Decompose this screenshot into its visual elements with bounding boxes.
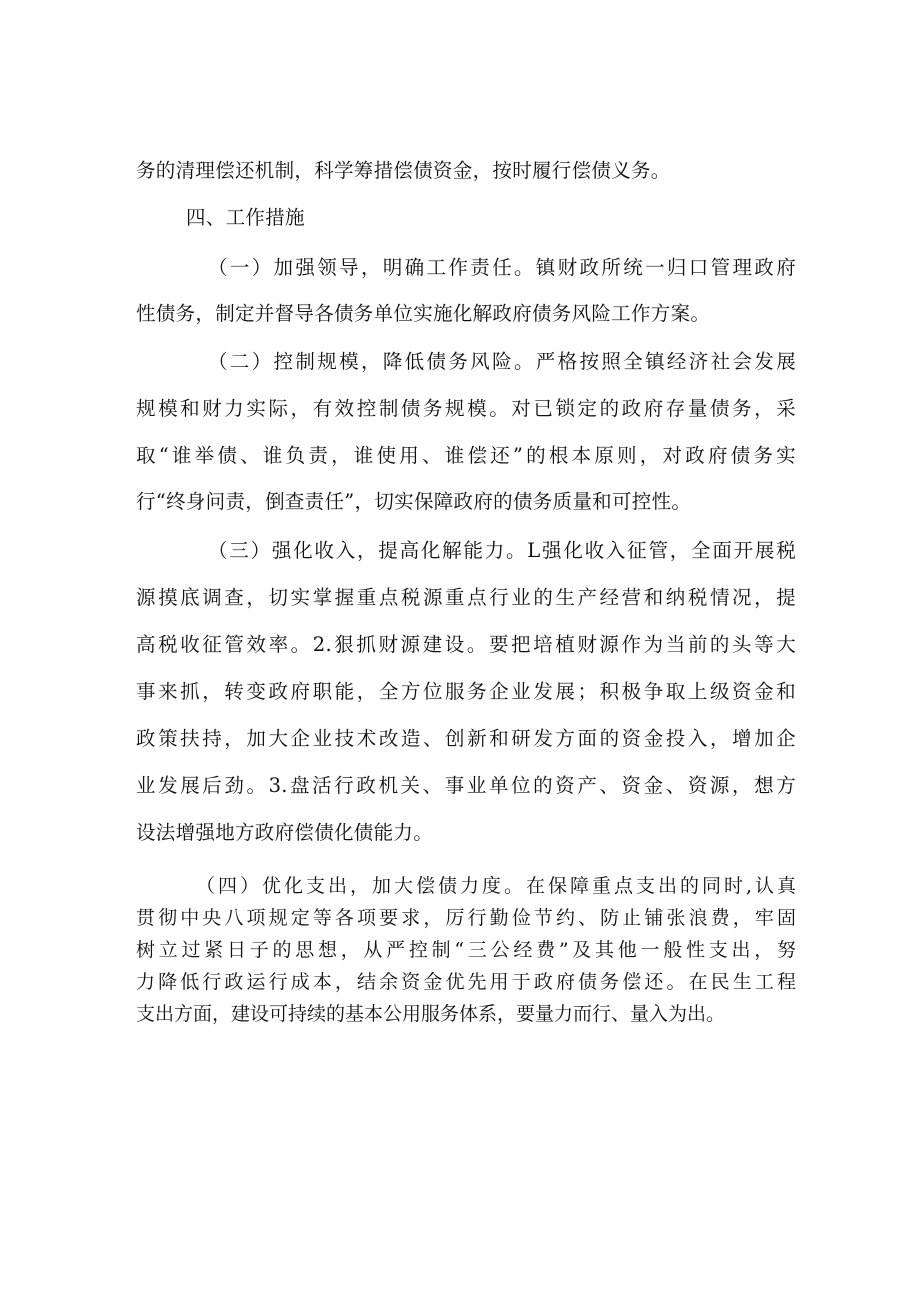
paragraph-line: 树立过紧日子的思想，从严控制“三公经费”及其他一般性支出，努 [136, 939, 796, 961]
paragraph-line: （二）控制规模，降低债务风险。严格按照全镇经济社会发展 [208, 350, 796, 373]
paragraph-line: 源摸底调查，切实掌握重点税源重点行业的生产经营和纳税情况，提 [136, 586, 796, 609]
paragraph-line: （四）优化支出，加大偿债力度。在保障重点支出的同时,认真 [196, 875, 796, 897]
paragraph-line: 业发展后劲。3.盘活行政机关、事业单位的资产、资金、资源，想方 [136, 774, 796, 797]
paragraph-line: 高税收征管效率。2.狠抓财源建设。要把培植财源作为当前的头等大 [136, 633, 796, 656]
paragraph-line: （三）强化收入，提高化解能力。L强化收入征管，全面开展税 [208, 539, 796, 562]
paragraph-line: 取“谁举债、谁负责，谁使用、谁偿还”的根本原则，对政府债务实 [136, 444, 796, 467]
paragraph-line: 设法增强地方政府偿债化债能力。 [136, 821, 434, 844]
paragraph-line: 务的清理偿还机制，科学筹措偿债资金，按时履行偿债义务。 [136, 159, 671, 182]
paragraph-line: 支出方面，建设可持续的基本公用服务体系，要量力而行、量入为出。 [136, 1003, 726, 1025]
paragraph-line: 行“终身问责，倒查责任”，切实保障政府的债务质量和可控性。 [136, 490, 692, 513]
paragraph-line: 力降低行政运行成本，结余资金优先用于政府债务偿还。在民生工程 [136, 971, 796, 993]
paragraph-line: 事来抓，转变政府职能，全方位服务企业发展；积极争取上级资金和 [136, 680, 796, 703]
paragraph-line: 贯彻中央八项规定等各项要求，厉行勤俭节约、防止铺张浪费，牢固 [136, 907, 796, 929]
paragraph-line: 性债务，制定并督导各债务单位实施化解政府债务风险工作方案。 [136, 302, 711, 325]
paragraph-line: 政策扶持，加大企业技术改造、创新和研发方面的资金投入，增加企 [136, 727, 796, 750]
section-heading: 四、工作措施 [186, 206, 305, 229]
paragraph-line: 规模和财力实际，有效控制债务规模。对已锁定的政府存量债务，采 [136, 397, 796, 420]
paragraph-line: （一）加强领导，明确工作责任。镇财政所统一归口管理政府 [208, 256, 796, 279]
